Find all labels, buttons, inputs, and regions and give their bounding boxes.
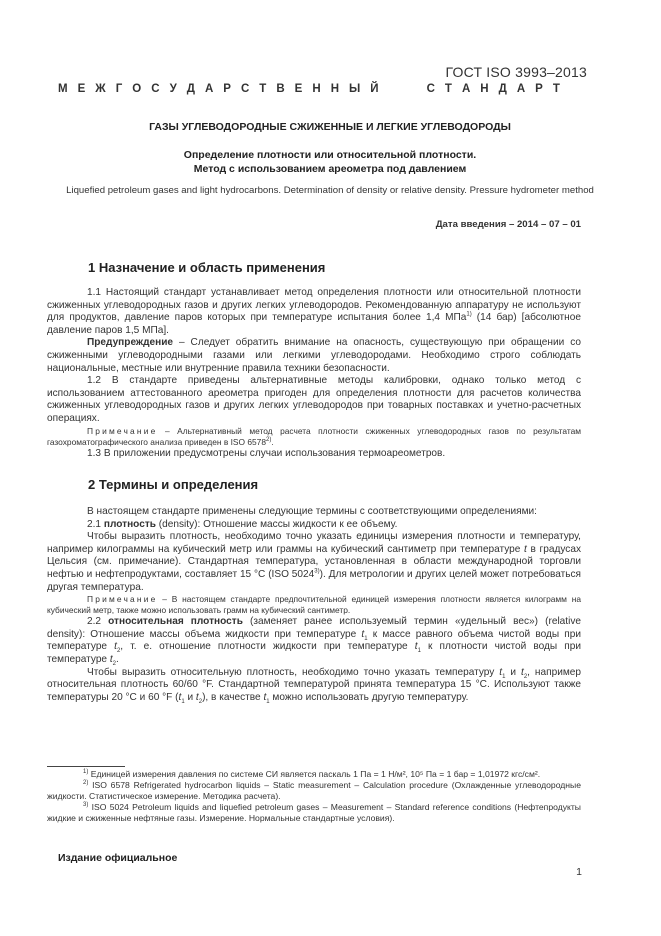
text-run: Чтобы выразить плотность, необходимо точно указать единицы измерения плотности и температуру, например килограммы на кубический метр или граммы на кубический сантиметр при температуре <box>47 531 581 555</box>
official-edition-label: Издание официальное <box>58 852 178 864</box>
footnote-2 <box>47 780 581 802</box>
text-run: и <box>505 666 522 678</box>
subscript: 2 <box>523 673 528 680</box>
variable-t: t <box>178 691 182 703</box>
section-2-heading: 2 Термины и определения <box>88 477 259 492</box>
note-label: Примечание <box>87 594 158 605</box>
text-run: 2.1 <box>87 518 104 530</box>
banner-word-gap <box>389 83 417 95</box>
banner-letter: Й <box>370 83 379 95</box>
subscript: 1 <box>364 635 368 642</box>
page-number: 1 <box>576 866 582 878</box>
introduction-date: Дата введения – 2014 – 07 – 01 <box>435 219 581 230</box>
text-run: (density): Отношение массы жидкости к ее объему. <box>155 518 398 530</box>
footnote-text: ISO 6578 Refrigerated hydrocarbon liquids – Static measurement – Calculation procedure (Охлажденные углеводородные жидкости. Статистическое измерение. Методика расчета). <box>47 780 581 801</box>
note-1 <box>47 426 581 448</box>
text-run: . <box>116 653 119 665</box>
footnote-3 <box>47 802 581 824</box>
subtitle-line-2: Метод с использованием ареометра под давлением <box>193 163 467 175</box>
footnote-text: Единицей измерения давления по системе СИ является паскаль 1 Па = 1 Н/м², 10⁵ Па = 1 бар = 1,01972 кгс/см². <box>88 769 541 779</box>
footnote-ref: 1) <box>466 311 472 318</box>
warning-label: Предупреждение <box>87 337 174 349</box>
section-1-body <box>47 287 581 460</box>
banner-letter: Ы <box>349 83 361 95</box>
text-run: , т. е. отношение плотности жидкости при температуре <box>120 641 415 653</box>
text-run: – В настоящем стандарте предпочтительной единицей измерения плотности является килограмм на кубический метр, также можно использовать грамм на кубический сантиметр. <box>47 594 581 616</box>
subscript: 2 <box>112 660 117 667</box>
english-title: Liquefied petroleum gases and light hydrocarbons. Determination of density or relative density. Pressure hydrometer method <box>66 185 594 196</box>
text-run: . <box>271 436 274 447</box>
subscript: 1 <box>502 673 506 680</box>
term-relative-density: относительная плотность <box>108 616 243 628</box>
banner-letter: Т <box>552 83 560 95</box>
banner-letter: Р <box>535 83 543 95</box>
text-run: (14 бар) [абсолютное давление паров 1,5 МПа]. <box>47 312 581 336</box>
text-run: – Следует обратить внимание на опасность, существующую при обращении со сжиженными углеводородными газами или легкими углеводородами. Необходимо строго соблюдать национальные, местные или внутренние правила техники безопасности. <box>47 337 581 374</box>
banner-letter: Р <box>223 83 231 95</box>
text-run: – Альтернативный метод расчета плотности сжиженных углеводородных газов по результатам газохроматографического анализа приведен в ISO 6578 <box>47 425 581 447</box>
footnote-ref: 3) <box>314 568 320 575</box>
variable-t: t <box>263 691 267 703</box>
banner-letter: А <box>516 83 526 95</box>
text-run: 2.2 <box>87 616 109 628</box>
variable-t: t <box>521 666 524 678</box>
banner-letter: С <box>426 83 435 95</box>
variable-t: t <box>109 653 113 665</box>
subscript: 1 <box>417 648 421 655</box>
footnote-mark: 3) <box>83 802 89 809</box>
footnote-separator <box>47 766 125 767</box>
text-run: ). Для метрологии и других целей может потребоваться другая температура. <box>47 568 582 593</box>
document-title: ГАЗЫ УГЛЕВОДОРОДНЫЕ СЖИЖЕННЫЕ И ЛЕГКИЕ УГЛЕВОДОРОДЫ <box>149 121 511 133</box>
section-2-intro: В настоящем стандарте применены следующие термины с соответствующими определениями: <box>87 506 537 517</box>
banner-letter: Е <box>77 83 86 95</box>
footnotes <box>47 769 581 824</box>
banner-letter: Д <box>498 83 507 95</box>
definition-2-1 <box>47 519 581 532</box>
interstate-standard-banner <box>58 83 560 95</box>
subscript: 1 <box>266 698 270 705</box>
variable-t: t <box>524 543 527 555</box>
variable-t: t <box>361 628 365 640</box>
document-subtitle <box>60 148 600 176</box>
variable-t: t <box>414 641 418 653</box>
definition-2-2 <box>47 616 581 666</box>
banner-letter: С <box>151 83 160 95</box>
banner-letter: Н <box>330 83 339 95</box>
banner-letter: Т <box>259 83 267 95</box>
paragraph-1-1 <box>47 287 581 337</box>
section-1-heading: 1 Назначение и область применения <box>88 260 326 275</box>
text-run: ), в качестве <box>202 691 264 703</box>
text-run: к плотности чистой воды при температуре <box>47 641 581 665</box>
text-run: в градусах Цельсия (см. примечание). Стандартная температура, установленная в области международной торговли нефтью и нефтепродуктами, составляет 15 °С (ISO 5024 <box>47 543 581 580</box>
footnote-mark: 1) <box>83 769 89 776</box>
banner-letter: О <box>132 83 142 95</box>
banner-letter: Т <box>444 83 452 95</box>
banner-letter: А <box>204 83 214 95</box>
text-run: 1.1 Настоящий стандарт устанавливает метод определения плотности или относительной плотности сжиженных углеводородных газов и других легких углеводородов. Рекомендованную аппаратуру не используют для продуктов, давление паров которых при температуре испытания более 1,4 МПа <box>47 287 581 324</box>
banner-letter: А <box>461 83 471 95</box>
note-2 <box>47 594 581 616</box>
banner-letter: Д <box>186 83 195 95</box>
banner-letter: Ж <box>95 83 106 95</box>
banner-letter: С <box>240 83 250 95</box>
banner-letter: В <box>276 83 285 95</box>
variable-t: t <box>499 666 503 678</box>
paragraph-1-3: 1.3 В приложении предусмотрены случаи использования термоареометров. <box>87 447 446 459</box>
footnote-1 <box>47 769 581 780</box>
banner-letter: Г <box>115 83 123 95</box>
note-label: Примечание <box>87 425 158 436</box>
text-run: Чтобы выразить относительную плотность, необходимо точно указать температуру <box>87 666 500 678</box>
footnote-ref: 2) <box>265 436 272 443</box>
term-density: плотность <box>103 518 156 530</box>
text-run: к массе равного объема чистой воды при температуре <box>47 628 581 653</box>
paragraph-1-2: 1.2 В стандарте приведены альтернативные методы калибровки, однако только метод с использованием аттестованного ареометра пригоден для определения плотности для расчетов количества сжиженных углеводородных газов и других легких углеводородов при товарных поставках и учетно-расчетных операциях. <box>47 375 581 424</box>
warning-paragraph <box>47 337 581 375</box>
text-run: можно использовать другую температуру. <box>269 691 469 703</box>
subtitle-line-1: Определение плотности или относительной плотности. <box>183 149 477 161</box>
variable-t: t <box>114 641 117 653</box>
text-run: (заменяет ранее используемый термин «удельный вес») (relative density): Отношение массы объема жидкости при температуре <box>47 616 582 640</box>
banner-letter: Н <box>480 83 489 95</box>
footnote-mark: 2) <box>83 780 89 787</box>
density-units-paragraph <box>47 531 581 594</box>
subscript: 2 <box>198 698 203 705</box>
footnote-text: ISO 5024 Petroleum liquids and liquefied petroleum gases – Measurement – Standard reference conditions (Нефтепродукты жидкие и сжиженные нефтяные газы. Измерение. Нормальные стандартные условия). <box>47 802 581 823</box>
banner-letter: М <box>58 83 68 95</box>
relative-density-paragraph <box>47 667 581 705</box>
variable-t: t <box>195 691 199 703</box>
subscript: 1 <box>181 698 185 705</box>
subscript: 2 <box>116 648 121 655</box>
banner-letter: Е <box>294 83 303 95</box>
standard-number: ГОСТ ISO 3993–2013 <box>445 64 587 80</box>
text-run: и <box>184 691 196 703</box>
text-run: , например относительная плотность 60/60 °F. Стандартной температурой принята температура 15 °С. Используют также температуры 20 °С и 60 °F ( <box>47 666 582 703</box>
section-2-body <box>47 506 581 704</box>
banner-letter: Н <box>312 83 321 95</box>
banner-letter: У <box>169 83 177 95</box>
